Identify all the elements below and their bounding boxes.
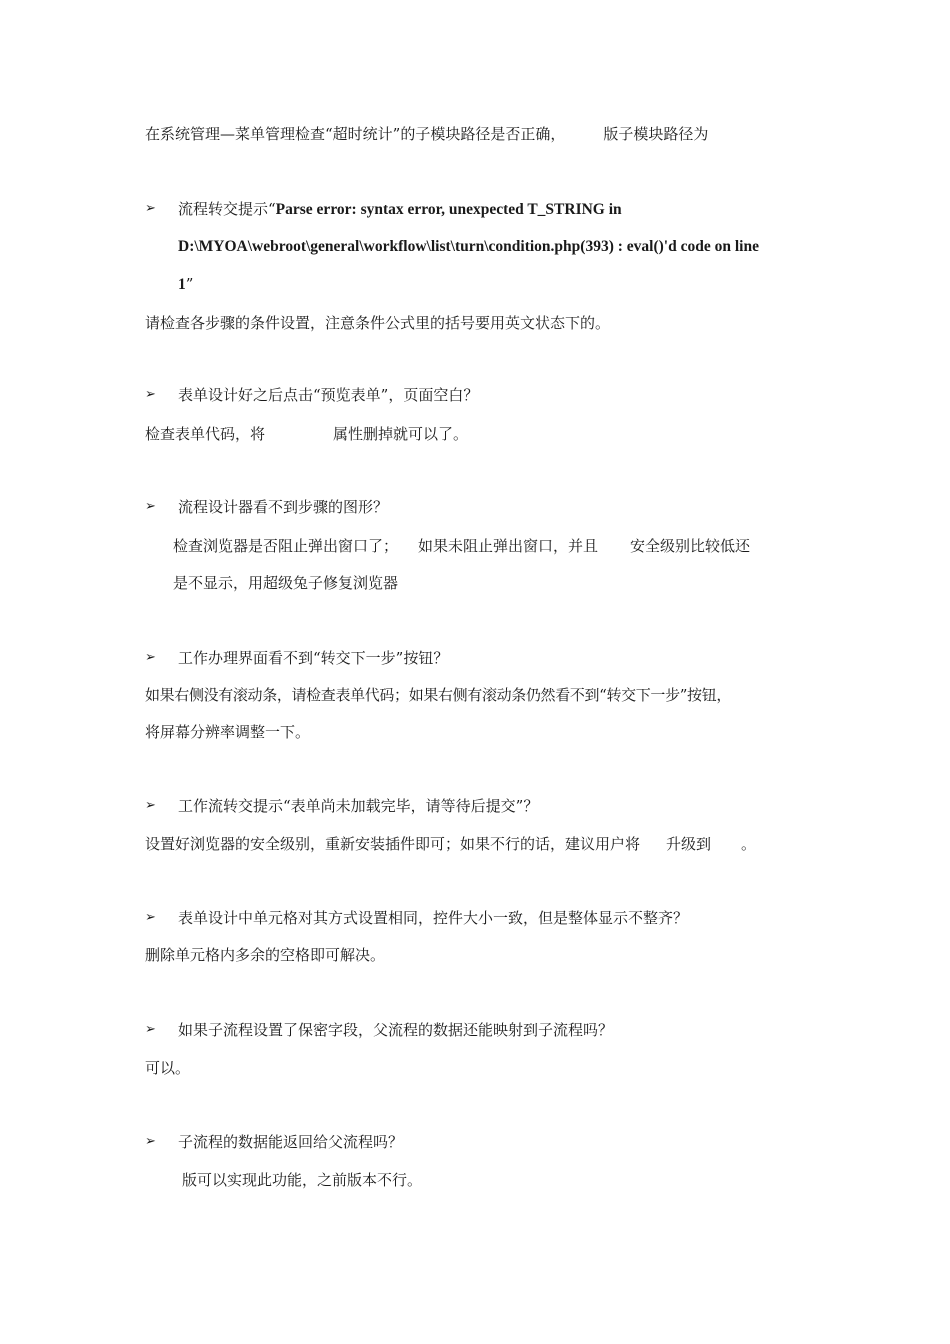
answer-5 (145, 834, 756, 854)
answer-2-text-1: 检查表单代码，将 (145, 425, 266, 443)
question-5-title: 工作流转交提示“表单尚未加载完毕，请等待后提交”？ (178, 797, 539, 815)
intro-text-1: 在系统管理—菜单管理检查“超时统计”的子模块路径是否正确， (145, 125, 566, 143)
question-8-title: 子流程的数据能返回给父流程吗？ (178, 1133, 404, 1151)
answer-8: 版可以实现此功能，之前版本不行。 (182, 1171, 423, 1189)
question-1-error-text-1: Parse error: syntax error, unexpected T_STRING in (275, 201, 622, 218)
bullet-arrow-icon: ➢ (145, 910, 156, 925)
bullet-arrow-icon: ➢ (145, 499, 156, 514)
bullet-arrow-icon: ➢ (145, 798, 156, 813)
bullet-arrow-icon: ➢ (145, 650, 156, 665)
bullet-arrow-icon: ➢ (145, 201, 156, 216)
intro-text-2: 版子模块路径为 (603, 125, 709, 143)
question-6-title: 表单设计中单元格对其方式设置相同，控件大小一致，但是整体显示不整齐？ (178, 909, 689, 927)
answer-3-text-2: 如果未阻止弹出窗口，并且 (418, 537, 599, 555)
question-4 (145, 648, 448, 668)
answer-3-text-1: 检查浏览器是否阻止弹出窗口了； (173, 537, 399, 555)
question-4-title: 工作办理界面看不到“转交下一步”按钮？ (178, 649, 449, 667)
question-2-title: 表单设计好之后点击“预览表单”，页面空白？ (178, 386, 479, 404)
question-1-prefix: 流程转交提示“ (178, 200, 276, 218)
answer-3-text-3: 安全级别比较低还 (630, 537, 751, 555)
question-1-error-line-3 (178, 274, 193, 295)
question-1-error-text-3: 1 (178, 276, 186, 293)
answer-4-line-2: 将屏幕分辨率调整一下。 (145, 723, 311, 741)
answer-2 (145, 424, 468, 444)
answer-3-line-1 (173, 536, 750, 556)
answer-5-text-2: 升级到 (666, 835, 712, 853)
question-3-title: 流程设计器看不到步骤的图形？ (178, 498, 389, 516)
question-2 (145, 385, 478, 405)
answer-3-line-2: 是不显示，用超级兔子修复浏览器 (173, 574, 399, 592)
answer-5-text-3: 。 (741, 835, 757, 853)
answer-4-line-1: 如果右侧没有滚动条，请检查表单代码；如果右侧有滚动条仍然看不到“转交下一步”按钮， (145, 686, 731, 704)
answer-1: 请检查各步骤的条件设置，注意条件公式里的括号要用英文状态下的。 (145, 314, 611, 332)
question-3 (145, 497, 388, 517)
answer-5-text-1: 设置好浏览器的安全级别，重新安装插件即可；如果不行的话，建议用户将 (145, 835, 641, 853)
answer-2-text-2: 属性删掉就可以了。 (333, 425, 469, 443)
question-7-title: 如果子流程设置了保密字段，父流程的数据还能映射到子流程吗？ (178, 1021, 614, 1039)
bullet-arrow-icon: ➢ (145, 1134, 156, 1149)
question-1-suffix: ” (185, 275, 194, 293)
question-7 (145, 1020, 613, 1040)
intro-paragraph (145, 124, 708, 144)
question-8 (145, 1132, 403, 1152)
question-1-error-text-2: D:\MYOA\webroot\general\workflow\list\turn\condition.php(393) : eval()'d code on line (178, 238, 759, 255)
answer-6: 删除单元格内多余的空格即可解决。 (145, 946, 386, 964)
question-6 (145, 908, 688, 928)
question-1 (145, 199, 622, 220)
answer-7: 可以。 (145, 1059, 191, 1077)
question-5 (145, 796, 538, 816)
bullet-arrow-icon: ➢ (145, 387, 156, 402)
bullet-arrow-icon: ➢ (145, 1022, 156, 1037)
